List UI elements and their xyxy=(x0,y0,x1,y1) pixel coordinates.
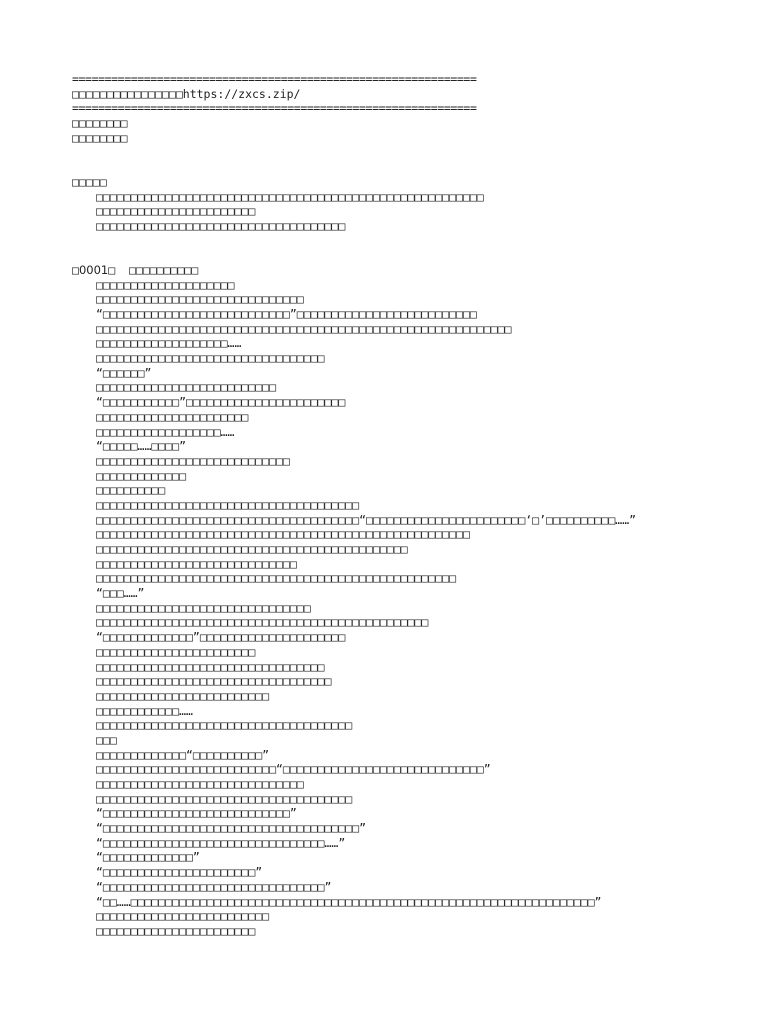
chapter-line: □□□□□□□□□□□□□□□□□□□□ xyxy=(96,277,235,292)
chapter-line: “□□□□□……□□□□” xyxy=(96,439,187,454)
chapter-line: □□□□□□□□□□□□□ xyxy=(96,468,187,483)
chapter-line: “□□□□□□□□□□□□□” xyxy=(96,850,200,865)
chapter-line: □□□□□□□□□□□□□□□□□□□□□□□□□□□□□□□□□□ xyxy=(96,674,332,689)
chapter-line: “□□□□□□□□□□□”□□□□□□□□□□□□□□□□□□□□□□□ xyxy=(96,395,346,410)
chapter-title: □ □□□□□□□□□□ xyxy=(108,262,199,277)
chapter-line: □□□□□□□□□□□□□□□□□□□□□□□□□□□□□□□□□□□□□□ xyxy=(96,497,360,512)
chapter-body xyxy=(72,278,712,939)
chapter-line: □□□□□□□□□□□□□□□□□□□□□□□□□□□□□□□□□□□□□□□□□□□□□□□□□□□□□□ xyxy=(96,527,470,542)
chapter-line: □□□□□□□□□□□□□□□□□□□□□□□□□□□□□□□□□ xyxy=(96,351,325,366)
spacer xyxy=(72,145,712,160)
chapter-line: “□□□□□□□□□□□□□□□□□□□□□□” xyxy=(96,865,263,880)
chapter-line: “□□□□□□□□□□□□□□□□□□□□□□□□□□□”□□□□□□□□□□□□□□□□□□□□□□□□□□ xyxy=(96,307,477,321)
spacer xyxy=(72,234,712,249)
chapter-line: □□□□□□□□□□□□□□□□□□□…… xyxy=(96,336,242,351)
chapter-line: □□□□□□□□□□□□□□□□□□□□□□□ xyxy=(96,923,256,938)
chapter-line: “□□□□□□□□□□□□□□□□□□□□□□□□□□□□□□□□” xyxy=(96,879,332,894)
chapter-line: □□□□□□□□□□□□□□□□□□□□□□□□□□□□□ xyxy=(96,556,297,571)
chapter-line: □□□□□□□□□□□□□□□□□□□□□□□□□□□□ xyxy=(96,453,290,468)
chapter-line: □□□ xyxy=(96,732,117,747)
chapter-line: □□□□□□□□□□□□□□□□□□□□□□□□□□□□□□□□□□□□□□□□□□□□□□□□ xyxy=(96,615,429,630)
intro-line: □□□□□□□□□□□□□□□□□□□□□□□□□□□□□□□□□□□□ xyxy=(96,218,346,233)
chapter-line: □□□□□□□□□□□□□□□□□□□□□□□□□□□□□□ xyxy=(96,777,304,791)
chapter-line: □□□□□□□□□□□□□□□□□□…… xyxy=(96,424,235,439)
chapter-line: “□□□□□□□□□□□□□□□□□□□□□□□□□□□” xyxy=(96,806,297,821)
chapter-line: “□□□□□□□□□□□□□”□□□□□□□□□□□□□□□□□□□□□ xyxy=(96,630,346,645)
chapter-line: □□□□□□□□□□□□…… xyxy=(96,703,193,718)
intro-body xyxy=(72,190,712,234)
chapter-line: □□□□□□□□□□□□□□□□□□□□□□□□□ xyxy=(96,688,270,703)
chapter-line: □□□□□□□□□□□□□□□□□□□□□□□□□□□□□□□□□□□□□ xyxy=(96,718,353,733)
chapter-line: “□□□□□□□□□□□□□□□□□□□□□□□□□□□□□□□□□□□□□” xyxy=(96,821,367,836)
chapter-line: □□□□□□□□□□□□□□□□□□□□□□□□□□□□□□□□□□□□□□□□□□□□□□□□□□□□□□□□□□□□ xyxy=(96,321,512,336)
chapter-line: □□□□□□□□□□□□□□□□□□□□□□□□□□“□□□□□□□□□□□□□□□□□□□□□□□□□□□□□” xyxy=(96,762,491,777)
chapter-line: □□□□□□□□□□□□□“□□□□□□□□□□” xyxy=(96,747,270,762)
intro-line: □□□□□□□□□□□□□□□□□□□□□□□ xyxy=(96,204,256,219)
chapter-line: □□□□□□□□□□□□□□□□□□□□□□□□□□□□□□□□□ xyxy=(96,659,325,674)
chapter-line: □□□□□□□□□□□□□□□□□□□□□□□□□□□□□□□□□□□□□□□□□□□□□ xyxy=(96,542,408,556)
chapter-line: “□□□……” xyxy=(96,586,145,601)
intro-heading: □□□□□ xyxy=(72,174,107,189)
chapter-heading xyxy=(72,263,712,278)
chapter-line: □□□□□□□□□□□□□□□□□□□□□□□□□ xyxy=(96,909,270,924)
chapter-line: □□□□□□□□□□□□□□□□□□□□□□ xyxy=(96,409,249,424)
header-rule-top: ============================================================== xyxy=(72,72,477,86)
header-rule-bottom: ============================================================== xyxy=(72,101,477,116)
chapter-heading-prefix: □ xyxy=(72,262,79,277)
site-line: □□□□□□□□□□□□□□□□https://zxcs.zip/ xyxy=(72,86,301,101)
chapter-line: □□□□□□□□□□ xyxy=(96,483,166,498)
chapter-line: □□□□□□□□□□□□□□□□□□□□□□□□□□□□□□ xyxy=(96,292,304,307)
chapter-line: □□□□□□□□□□□□□□□□□□□□□□□□□□□□□□□ xyxy=(96,600,311,615)
chapter-number: 0001 xyxy=(78,262,109,277)
chapter-line: □□□□□□□□□□□□□□□□□□□□□□□□□□□□□□□□□□□□□□□□□□□□□□□□□□□□ xyxy=(96,571,457,586)
chapter-line: □□□□□□□□□□□□□□□□□□□□□□□□□□ xyxy=(96,380,277,395)
chapter-line: □□□□□□□□□□□□□□□□□□□□□□□□□□□□□□□□□□□□□□“□□□□□□□□□□□□□□□□□□□□□□□‘□’□□□□□□□□□□……” xyxy=(96,512,637,527)
document-page xyxy=(72,72,712,939)
meta-line: □□□□□□□□ xyxy=(72,116,128,131)
spacer xyxy=(72,248,712,263)
intro-line: □□□□□□□□□□□□□□□□□□□□□□□□□□□□□□□□□□□□□□□□□□□□□□□□□□□□□□□□ xyxy=(96,189,484,204)
chapter-line: □□□□□□□□□□□□□□□□□□□□□□□□□□□□□□□□□□□□□ xyxy=(96,791,353,806)
chapter-line: “□□□□□□” xyxy=(96,365,152,380)
chapter-line: “□□□□□□□□□□□□□□□□□□□□□□□□□□□□□□□□……” xyxy=(96,835,346,850)
chapter-line: “□□……□□□□□□□□□□□□□□□□□□□□□□□□□□□□□□□□□□□□□□□□□□□□□□□□□□□□□□□□□□□□□□□□□□□” xyxy=(96,894,602,909)
spacer xyxy=(72,160,712,175)
chapter-line: □□□□□□□□□□□□□□□□□□□□□□□ xyxy=(96,644,256,659)
meta-line: □□□□□□□□ xyxy=(72,130,128,145)
